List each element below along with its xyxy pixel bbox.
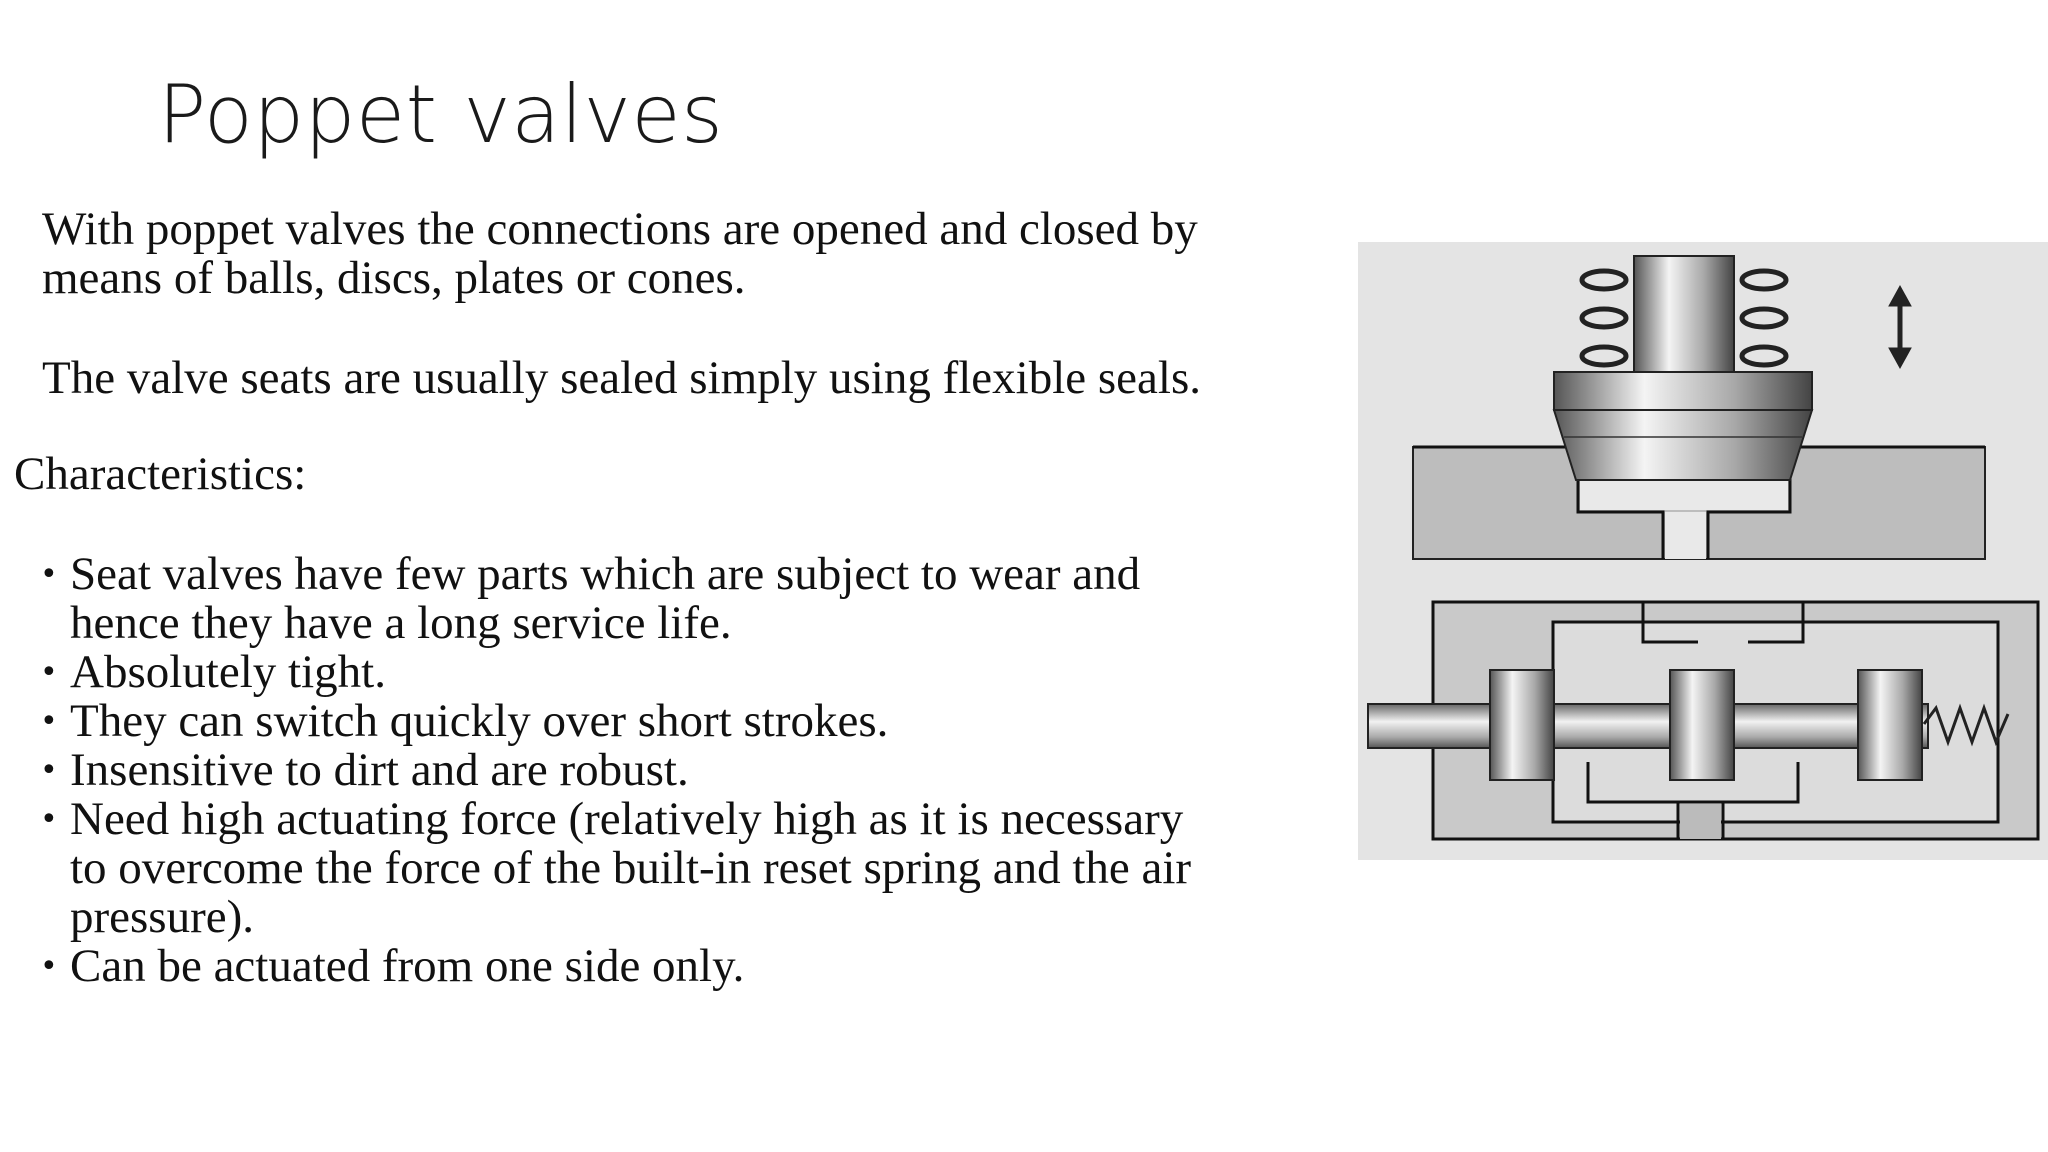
- bullet-icon: •: [40, 557, 58, 592]
- bullet-icon: •: [40, 949, 58, 984]
- list-item: [40, 697, 1191, 746]
- list-item: [40, 648, 1191, 697]
- list-item: [40, 550, 1191, 648]
- bullet-icon: •: [40, 802, 58, 837]
- intro-paragraph: [42, 205, 1198, 303]
- list-item: [40, 746, 1191, 795]
- characteristics-heading: Characteristics:: [14, 448, 307, 500]
- list-item-text: They can switch quickly over short strokes.: [70, 695, 889, 747]
- slide-title: Poppet valves: [158, 68, 724, 161]
- list-item-text: Seat valves have few parts which are subject to wear and hence they have a long service life.: [70, 548, 1141, 649]
- spool-land-middle: [1670, 670, 1734, 780]
- spool-land-left: [1490, 670, 1554, 780]
- list-item-text: Absolutely tight.: [70, 646, 386, 698]
- list-item: [40, 795, 1191, 942]
- seal-paragraph: The valve seats are usually sealed simply using flexible seals.: [42, 352, 1202, 404]
- intro-line-2: means of balls, discs, plates or cones.: [42, 252, 746, 304]
- characteristics-list: [40, 550, 1191, 991]
- bullet-icon: •: [40, 704, 58, 739]
- intro-line-1: With poppet valves the connections are opened and closed by: [42, 203, 1198, 255]
- list-item-text: Can be actuated from one side only.: [70, 940, 745, 992]
- bullet-icon: •: [40, 655, 58, 690]
- valve-stem: [1634, 256, 1734, 380]
- list-item-text: Need high actuating force (relatively high as it is necessary to overcome the force of the built-in reset spring and the air pressure).: [70, 793, 1192, 943]
- poppet-disc: [1554, 372, 1812, 480]
- spool-land-right: [1858, 670, 1922, 780]
- list-item-text: Insensitive to dirt and are robust.: [70, 744, 689, 796]
- spool-rod: [1368, 704, 1928, 748]
- list-item: [40, 942, 1191, 991]
- bullet-icon: •: [40, 753, 58, 788]
- poppet-valve-diagram: [1358, 242, 2048, 860]
